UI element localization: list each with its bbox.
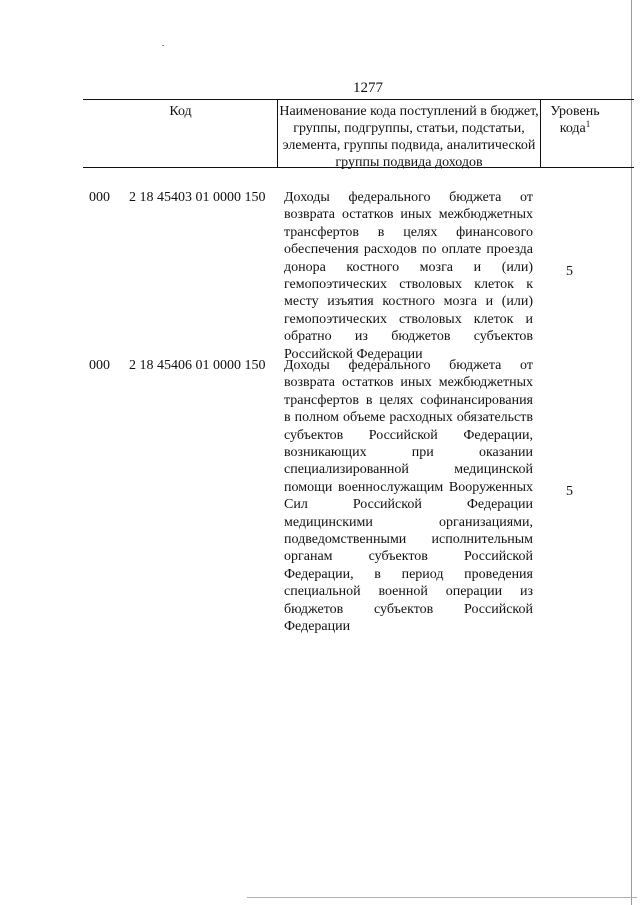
page-number: 1277 xyxy=(353,80,383,96)
row-1-level: 5 xyxy=(566,264,573,279)
scan-speck xyxy=(162,45,164,46)
row-2-prefix: 000 xyxy=(89,358,110,373)
row-1-code: 2 18 45403 01 0000 150 xyxy=(129,190,266,205)
scan-bottom-edge xyxy=(247,897,637,898)
header-code: Код xyxy=(169,104,192,119)
header-level xyxy=(541,103,609,137)
header-name: Наименование кода поступлений в бюджет, группы, подгруппы, статьи, подстатьи, элемента, группы подвида, аналитической группы подвида доходов xyxy=(279,104,539,170)
row-2-description: Доходы федерального бюджета от возврата остатков иных межбюджетных трансфертов в целях софинансирования в полном объеме расходных обязательств субъектов Российской Федерации, возникающих при оказании специализированной медицинской помощи военнослужащим Вооруженных Сил Российской Федерации медицинскими организациями, подведомственными исполнительным органам субъектов Российской Федерации, в период проведения специальной военной операции из бюджетов субъектов Российской Федерации xyxy=(284,358,533,635)
header-level-footnote: 1 xyxy=(585,119,591,129)
scan-right-edge xyxy=(631,0,632,905)
row-1-prefix: 000 xyxy=(89,190,110,205)
table-header-top-border xyxy=(83,99,634,100)
row-1-description: Доходы федерального бюджета от возврата остатков иных межбюджетных трансфертов в целях финансового обеспечения расходов по оплате проезда донора костного мозга и (или) гемопоэтических стволовых клеток к месту изъятия костного мозга и (или) гемопоэтических стволовых клеток и обратно из бюджетов субъектов Российской Федерации xyxy=(284,190,533,362)
row-2-level: 5 xyxy=(566,484,573,499)
header-level-label: Уровень кода xyxy=(550,104,600,136)
row-2-code: 2 18 45406 01 0000 150 xyxy=(129,358,266,373)
